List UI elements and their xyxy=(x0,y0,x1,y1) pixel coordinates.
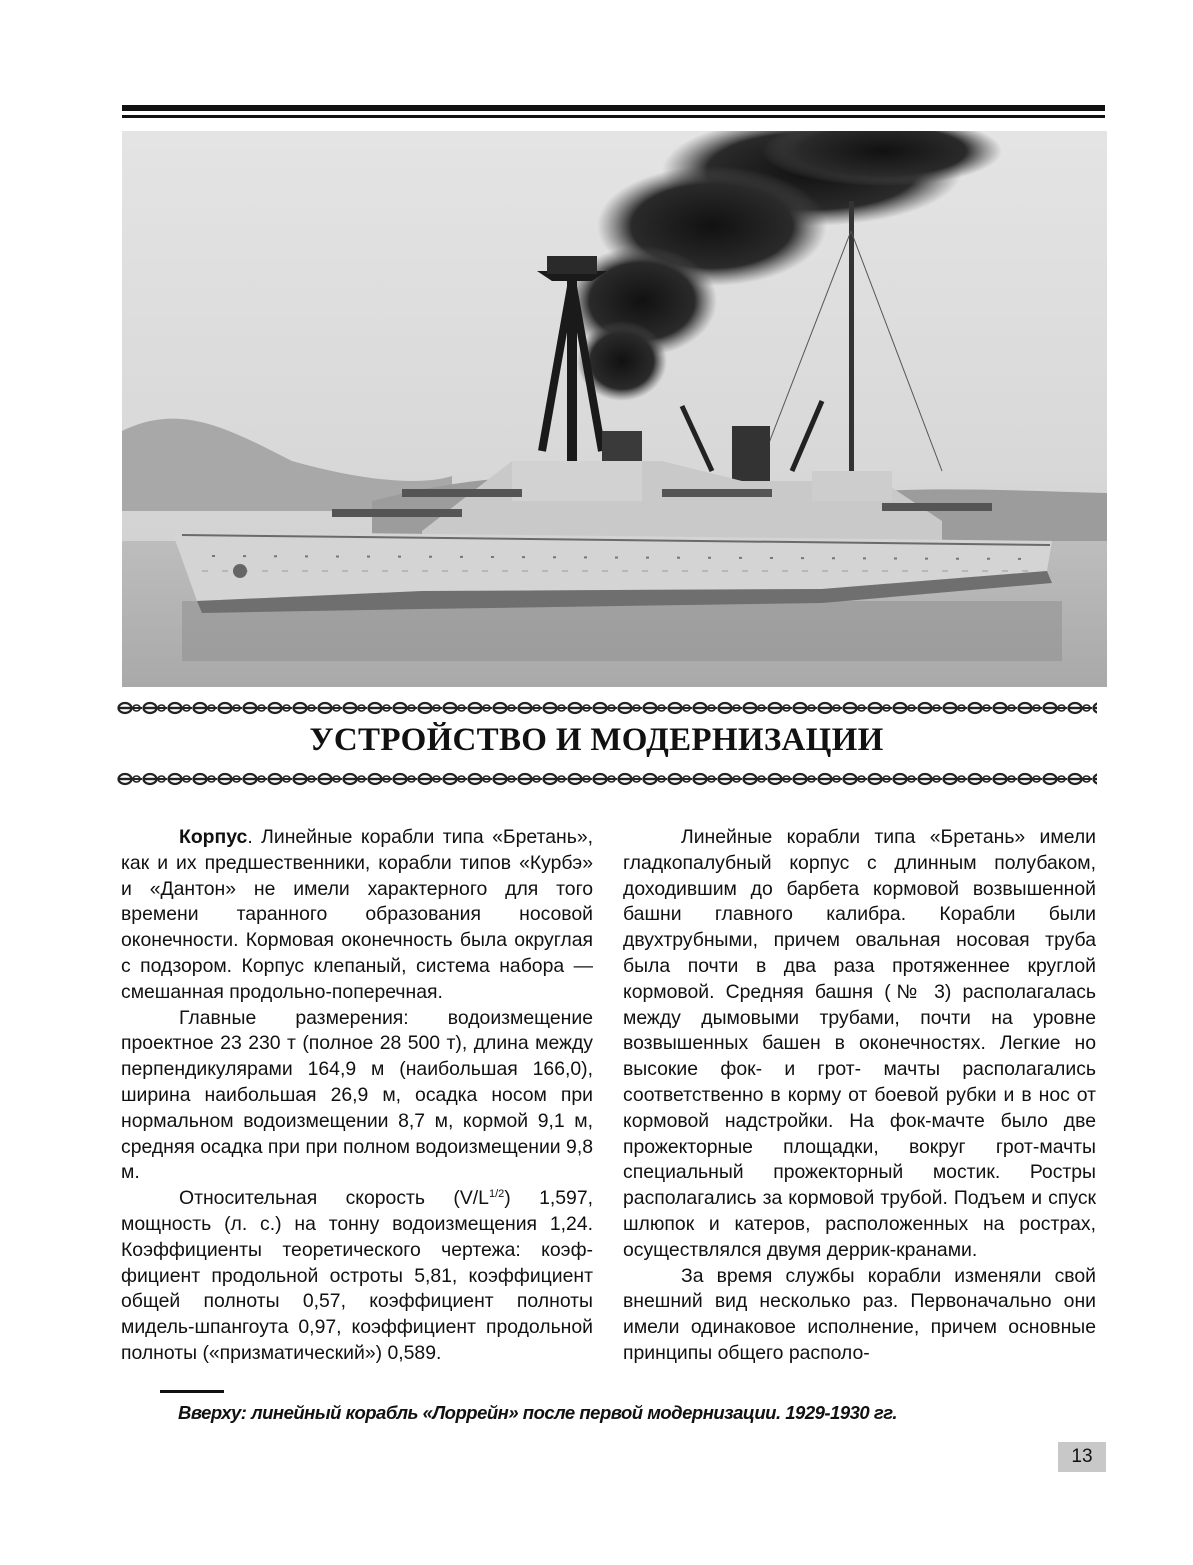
chain-divider-top xyxy=(117,700,1097,716)
paragraph-hull xyxy=(121,825,593,1006)
paragraph-layout: Линейные корабли типа «Бретань» имели гладкопалубный корпус с длинным полубаком, доходившим до барбета кормовой возвышенной башни главного калибра. Корабли были двухтрубными, причем овальная носовая труба была почти в два раза протяженнее круглой кормовой. Средняя башня (№ 3) располагалась между дымовыми трубами, почти на уровне возвышенных башен в оконечностях. Легкие но высокие фок- и грот- мачты располагались соответственно в корму от боевой рубки и в нос от кормовой надстройки. На фок-мачте было две прожекторные площадки, вокруг грот-мачты специальный прожекторный мостик. Ростры располагались за кормовой трубой. Подъем и спуск шлюпок и катеров, расположенных на рострах, осуществлялся двумя деррик-кранами. xyxy=(623,826,1096,1261)
paragraph-dimensions: Главные размерения: водоизмещение проектное 23 230 т (полное 28 500 т), длина между перпендикулярами 164,9 м (наибольшая 166,0), ширина наибольшая 26,9 м, осадка носом при нормальном водоизмещении 8,7 м, кормой 9,1 м, средняя осадка при при полном водоизмещении 9,8 м. xyxy=(121,1006,593,1184)
top-rule-thin xyxy=(122,115,1105,118)
page-number: 13 xyxy=(1058,1442,1106,1472)
paragraph-speed-text-b: ) 1,597, мощность (л. с.) на тонну водоизмещения 1,24. Коэффициенты теоретического чертежа: коэффициент продольной остроты 5,81, коэффициент общей полноты 0,57, коэффициент полноты мидель-шпангоута 0,97, коэффициент продольной полноты («призматический») 0,589. xyxy=(121,1187,593,1364)
section-heading: УСТРОЙСТВО И МОДЕРНИЗАЦИИ xyxy=(309,722,884,758)
paragraph-hull-text: . Линейные корабли типа «Бретань», как и их предшественники, корабли типов «Курбэ» и «Дантон» не имели характерного для того времени таранного образования носовой оконечности. Кормовая оконечность была округлая с подзором. Корпус клепаный, система набора — смешанная продольно-поперечная. xyxy=(121,826,593,1003)
paragraph-changes: За время службы корабли изменяли свой внешний вид несколько раз. Первоначально они имели одинаковое исполнение, причем основные принципы общего располо- xyxy=(623,1264,1096,1364)
photo-caption: Вверху: линейный корабль «Лоррейн» после первой модернизации. 1929-1930 гг. xyxy=(178,1402,897,1423)
text-column-right xyxy=(623,825,1096,1367)
caption-rule xyxy=(160,1390,224,1393)
top-rule-thick xyxy=(122,105,1105,111)
superscript: 1/2 xyxy=(488,1188,505,1201)
paragraph-speed xyxy=(121,1186,593,1367)
paragraph-speed-text-a: Относительная скорость (V/L xyxy=(179,1187,489,1210)
text-column-left xyxy=(121,825,593,1367)
battleship-photo xyxy=(122,131,1107,687)
chain-divider-bottom xyxy=(117,771,1097,787)
paragraph-lead-term: Корпус xyxy=(179,826,248,848)
